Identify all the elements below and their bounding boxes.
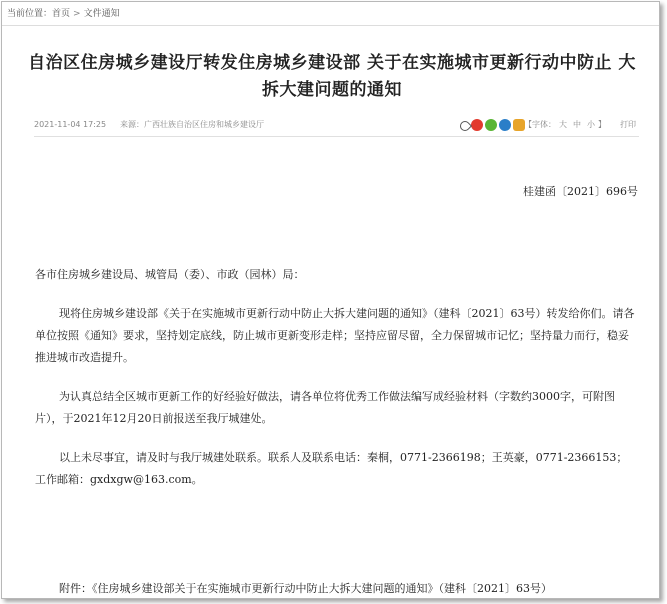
salutation: 各市住房城乡建设局、城管局（委）、市政（园林）局： xyxy=(35,268,305,281)
font-size-control xyxy=(524,117,606,133)
meta-divider xyxy=(34,136,639,137)
font-close: 】 xyxy=(598,120,606,129)
font-small-button[interactable]: 小 xyxy=(587,120,595,129)
share-bar xyxy=(459,119,525,131)
breadcrumb-divider xyxy=(2,25,659,26)
weibo-icon[interactable] xyxy=(471,119,483,131)
breadcrumb-home-link[interactable]: 首页 xyxy=(52,9,71,19)
breadcrumb-prefix: 当前位置： xyxy=(7,9,53,19)
font-large-button[interactable]: 大 xyxy=(559,120,567,129)
paragraph-2: 为认真总结全区城市更新工作的好经验好做法，请各单位将优秀工作做法编写成经验材料（字数约3000字，可附图片），于2021年12月20日前报送至我厅城建处。 xyxy=(35,390,615,425)
paragraph-1: 现将住房城乡建设部《关于在实施城市更新行动中防止大拆大建问题的通知》（建科〔2021〕63号）转发给你们。请各单位按照《通知》要求，坚持划定底线，防止城市更新变形走样；坚持应留尽留，全力保留城市记忆；坚持量力而行，稳妥推进城市改造提升。 xyxy=(35,307,635,364)
article-meta xyxy=(34,117,639,133)
breadcrumb-separator: > xyxy=(73,9,81,19)
paragraph-3: 以上未尽事宜，请及时与我厅城建处联系。联系人及联系电话：秦桐，0771-2366198；王英豪，0771-2366153；工作邮箱：gxdxgw@163.com。 xyxy=(35,451,628,486)
qq-icon[interactable] xyxy=(499,119,511,131)
attachment-link[interactable]: 附件：《住房城乡建设部关于在实施城市更新行动中防止大拆大建问题的通知》（建科〔2021〕63号） xyxy=(59,582,552,595)
publish-date: 2021-11-04 17:25 xyxy=(34,120,107,129)
font-medium-button[interactable]: 中 xyxy=(573,120,581,129)
article-body xyxy=(35,264,635,508)
document-number: 桂建函〔2021〕696号 xyxy=(523,185,638,198)
breadcrumb-current-link[interactable]: 文件通知 xyxy=(83,9,120,19)
wechat-icon[interactable] xyxy=(485,119,497,131)
article-frame xyxy=(1,1,660,599)
font-label: 【字体： xyxy=(524,120,556,129)
print-button[interactable]: 打印 xyxy=(620,120,636,129)
article-title: 自治区住房城乡建设厅转发住房城乡建设部 关于在实施城市更新行动中防止 大拆大建问题的通知 xyxy=(28,53,636,100)
share-icon[interactable] xyxy=(459,119,469,131)
article-source: 来源：广西壮族自治区住房和城乡建设厅 xyxy=(120,120,264,129)
breadcrumb xyxy=(7,6,120,22)
